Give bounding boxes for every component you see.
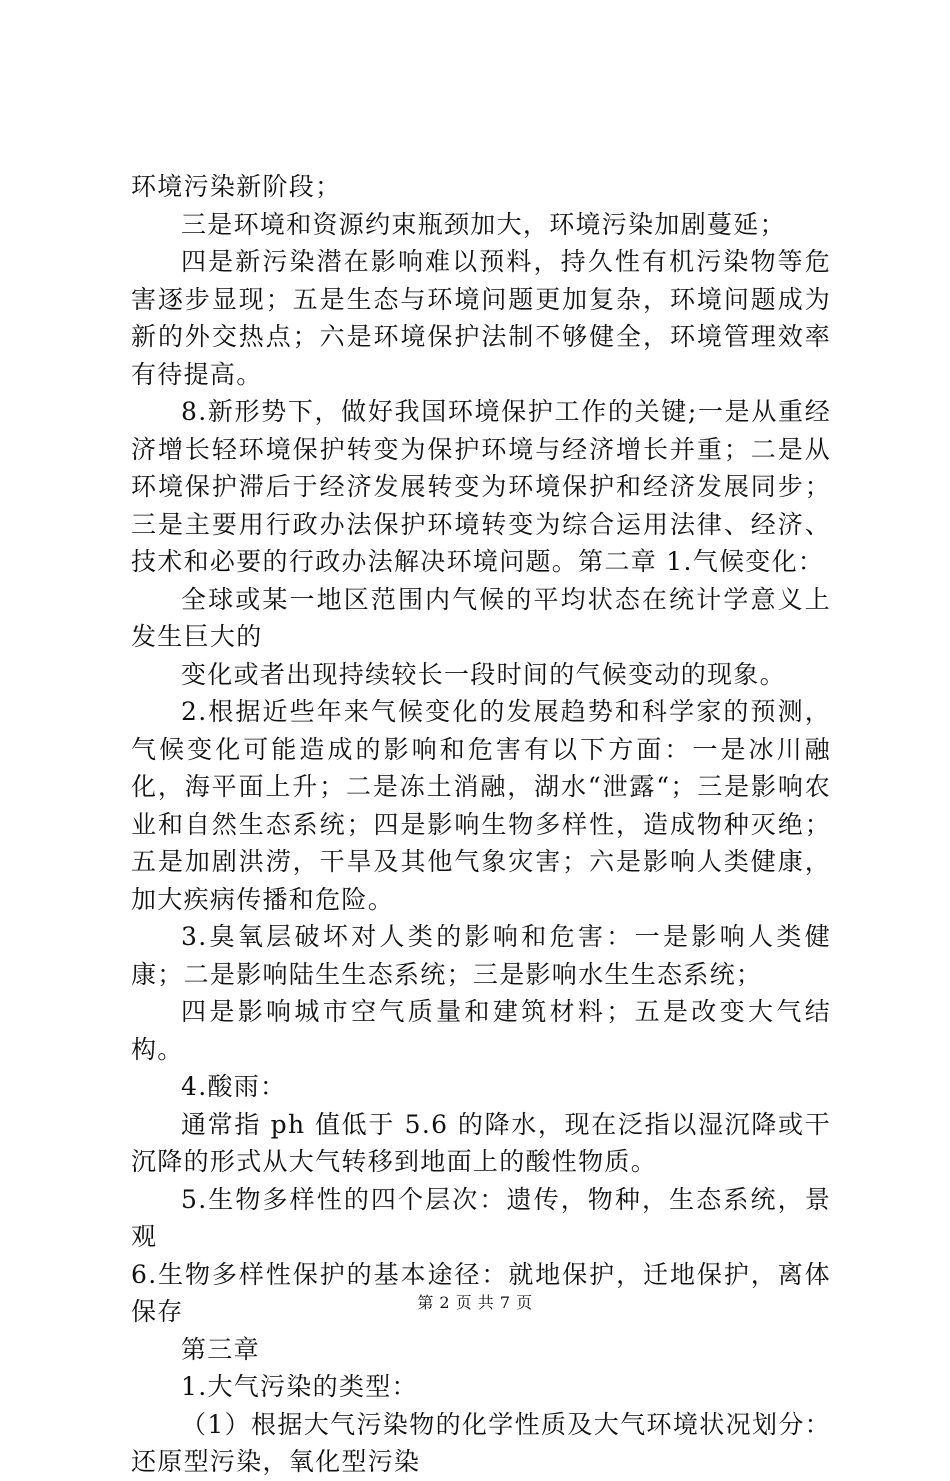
- paragraph: 通常指 ph 值低于 5.6 的降水，现在泛指以湿沉降或干沉降的形式从大气转移到地面上的酸性物质。: [131, 1109, 831, 1176]
- paragraph: 三是环境和资源约束瓶颈加大，环境污染加剧蔓延；: [181, 209, 786, 239]
- paragraph: 6.生物多样性保护的基本途径：就地保护，迁地保护，离体保存: [131, 1259, 831, 1326]
- page-footer: 第 2 页 共 7 页: [417, 1293, 533, 1312]
- paragraph: 环境污染新阶段；: [131, 172, 342, 201]
- paragraph: 1.大气污染的类型：: [181, 1372, 418, 1401]
- paragraph: 4.酸雨：: [181, 1072, 287, 1101]
- paragraph: （1）根据大气污染物的化学性质及大气环境状况划分：还原型污染，氧化型污染: [131, 1409, 831, 1476]
- paragraph: 全球或某一地区范围内气候的平均状态在统计学意义上发生巨大的: [131, 584, 831, 651]
- paragraph: 3.臭氧层破坏对人类的影响和危害：一是影响人类健康；二是影响陆生生态系统；三是影响水生生态系统；: [131, 922, 831, 989]
- document-body: [131, 168, 831, 1481]
- paragraph: 8.新形势下，做好我国环境保护工作的关键;一是从重经济增长轻环境保护转变为保护环境与经济增长并重；二是从环境保护滞后于经济发展转变为环境保护和经济发展同步；三是主要用行政办法保护环境转变为综合运用法律、经济、技术和必要的行政办法解决环境问题。第二章 1.气候变化：: [131, 397, 831, 576]
- paragraph: 四是新污染潜在影响难以预料，持久性有机污染物等危害逐步显现；五是生态与环境问题更加复杂，环境问题成为新的外交热点；六是环境保护法制不够健全，环境管理效率有待提高。: [131, 247, 831, 389]
- paragraph: 第三章: [181, 1334, 260, 1364]
- paragraph: 5.生物多样性的四个层次：遗传，物种，生态系统，景观: [131, 1184, 831, 1251]
- paragraph: 四是影响城市空气质量和建筑材料；五是改变大气结构。: [131, 997, 831, 1064]
- paragraph: 2.根据近些年来气候变化的发展趋势和科学家的预测，气候变化可能造成的影响和危害有以下方面：一是冰川融化，海平面上升；二是冻土消融，湖水“泄露“；三是影响农业和自然生态系统；四是影响生物多样性，造成物种灭绝；五是加剧洪涝，干旱及其他气象灾害；六是影响人类健康，加大疾病传播和危险。: [131, 697, 831, 914]
- paragraph: 变化或者出现持续较长一段时间的气候变动的现象。: [181, 659, 786, 689]
